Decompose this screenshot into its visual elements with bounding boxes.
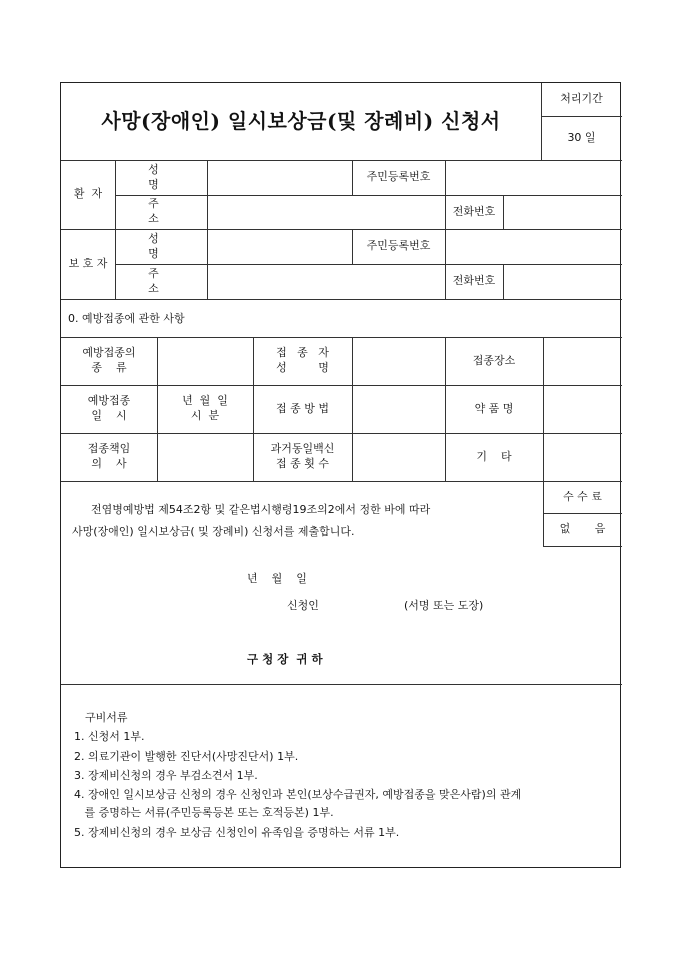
application-date: 년 월 일 (247, 572, 307, 585)
form-title: 사망(장애인) 일시보상금(및 장례비) 신청서 (101, 109, 501, 133)
patient-address-field[interactable] (207, 195, 445, 229)
fee-label: 수 수 료 (563, 489, 602, 503)
responsible-doctor-field[interactable] (157, 433, 253, 481)
applicant-label: 신청인 (287, 599, 319, 612)
patient-name-label: 성 명 (148, 162, 189, 191)
vaccine-type-label-line2: 종 류 (91, 361, 127, 374)
guardian-phone-label: 전화번호 (452, 274, 496, 288)
patient-phone-label: 전화번호 (452, 204, 496, 218)
guardian-address-field[interactable] (207, 264, 445, 299)
vaccine-type-label-line1: 예방접종의 (82, 346, 136, 360)
vaccination-datetime-label-line1: 예방접종 (87, 394, 131, 408)
guardian-name-label: 성 명 (148, 231, 189, 260)
documents-title: 구비서류 (85, 711, 128, 724)
document-item: 를 증명하는 서류(주민등록등본 또는 호적등본) 1부. (74, 806, 334, 819)
vaccination-method-label: 접 종 방 법 (276, 401, 329, 415)
guardian-name-field[interactable] (207, 229, 352, 264)
etc-label: 기 타 (476, 449, 512, 463)
guardian-address-label: 주 소 (148, 266, 189, 295)
statement-line-1: 전염병예방법 제54조2항 및 같은법시행령19조의2에서 정한 바에 따라 (91, 503, 431, 516)
guardian-rrn-field[interactable] (445, 229, 622, 264)
signature-placeholder: (서명 또는 도장) (404, 599, 484, 612)
guardian-rrn-label: 주민등록번호 (366, 239, 431, 253)
document-item: 5. 장제비신청의 경우 보상금 신청인이 유족임을 증명하는 서류 1부. (74, 826, 400, 839)
vaccination-place-label: 접종장소 (472, 353, 516, 367)
responsible-doctor-label-line2: 의 사 (91, 457, 127, 470)
patient-phone-field[interactable] (503, 195, 622, 229)
statement-line-2: 사망(장애인) 일시보상금( 및 장례비) 신청서를 제출합니다. (72, 525, 355, 538)
guardian-label: 보 호 자 (68, 256, 108, 270)
guardian-bottom-line (61, 299, 622, 300)
prior-dose-count-field[interactable] (352, 433, 445, 481)
patient-rrn-field[interactable] (445, 160, 622, 195)
drug-name-field[interactable] (543, 385, 622, 433)
vaccinee-name-label-line1: 접 종 자 (276, 346, 329, 360)
responsible-doctor-label (61, 433, 157, 481)
documents-top-line (61, 684, 622, 685)
datetime-ymd-label: 년 월 일 (182, 394, 228, 408)
vaccinee-name-field[interactable] (352, 337, 445, 385)
vaccination-section-title: 0. 예방접종에 관한 사항 (68, 312, 185, 325)
guardian-phone-field[interactable] (503, 264, 622, 299)
document-item: 1. 신청서 1부. (74, 730, 145, 743)
document-item: 3. 장제비신청의 경우 부검소견서 1부. (74, 769, 258, 782)
vaccination-place-field[interactable] (543, 337, 622, 385)
vaccination-method-field[interactable] (352, 385, 445, 433)
drug-name-label: 약 품 명 (474, 401, 514, 415)
vaccine-type-field[interactable] (157, 337, 253, 385)
processing-period-value: 30 일 (567, 130, 596, 144)
etc-field[interactable] (543, 433, 622, 481)
vaccination-datetime-label-line2: 일 시 (91, 409, 127, 422)
vaccination-datetime-field[interactable] (157, 385, 253, 433)
patient-label: 환 자 (73, 187, 103, 201)
fee-value: 없 음 (559, 522, 606, 536)
processing-period-label: 처리기간 (560, 92, 603, 106)
vaccinee-name-label-line2: 성 명 (276, 361, 329, 374)
document-item: 2. 의료기관이 발행한 진단서(사망진단서) 1부. (74, 750, 299, 763)
patient-rrn-label: 주민등록번호 (366, 170, 431, 184)
addressee: 구 청 장 귀 하 (247, 652, 323, 666)
datetime-hm-label: 시 분 (190, 409, 220, 422)
vaccine-type-label (61, 337, 157, 385)
patient-name-field[interactable] (207, 160, 352, 195)
vaccination-datetime-label (61, 385, 157, 433)
responsible-doctor-label-line1: 접종책임 (87, 442, 131, 456)
fee-bottom-line (543, 546, 622, 547)
prior-dose-count-label-line2: 접 종 횟 수 (276, 457, 329, 470)
document-item: 4. 장애인 일시보상금 신청의 경우 신청인과 본인(보상수급권자, 예방접종을 맞은사람)의 관계 (74, 788, 522, 801)
prior-dose-count-label (253, 433, 352, 481)
patient-address-label: 주 소 (148, 197, 189, 225)
prior-dose-count-label-line1: 과거동일백신 (270, 442, 335, 456)
vaccinee-name-label (253, 337, 352, 385)
application-form (60, 82, 621, 868)
vacc-row3-line (61, 481, 622, 482)
